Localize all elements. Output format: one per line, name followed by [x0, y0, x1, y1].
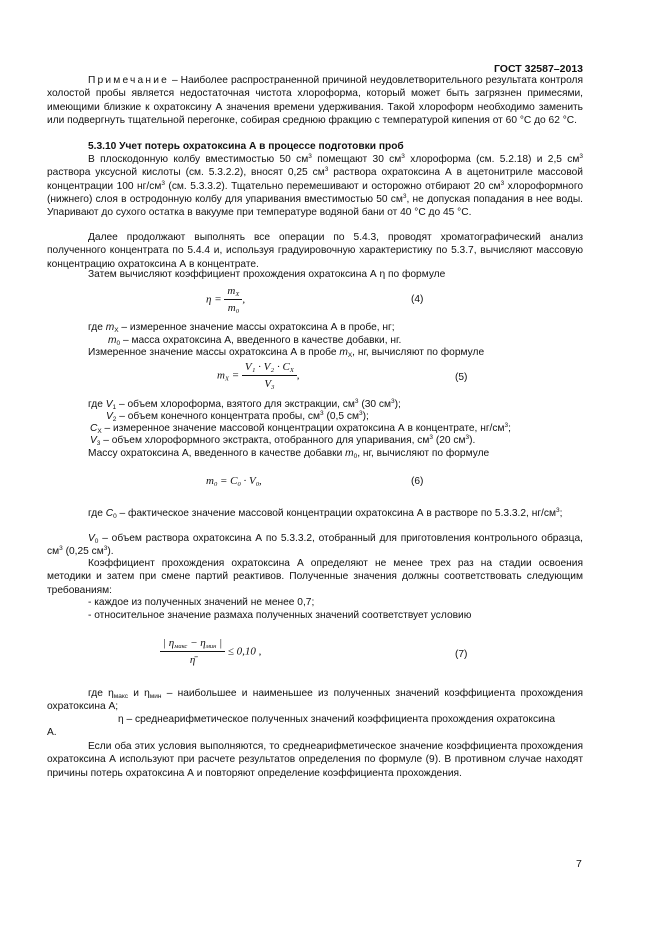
where-5-line-2: $V_2$ – объем конечного концентрата пробы, $см^3$ (0,5 $см^3$); — [106, 410, 369, 423]
page-number: 7 — [576, 858, 582, 870]
section-paragraph-3: Затем вычисляют коэффициент прохождения охратоксина А η по формуле — [88, 269, 446, 280]
formula-7: $\frac{| \eta_{макс} - \eta_{мин} |}{\etā}$ ≤ 0,10 , — [160, 636, 261, 668]
formula-6: $m_0 = C_0 \cdot V_0$, — [206, 475, 262, 488]
where-4-line-2: $m_0$ – масса охратоксина А, введенного в качестве добавки, нг. — [108, 335, 402, 347]
formula-4-number: (4) — [411, 294, 424, 305]
formula-5: $m_X$ = $\frac{V_1 \cdot V_2 \cdot C_X}{V_3}$ , — [217, 361, 300, 392]
where-7-line-3: А. — [47, 727, 57, 738]
section-title: 5.3.10 Учет потерь охратоксина А в процессе подготовки проб — [88, 141, 404, 152]
section-paragraph-1: В плоскодонную колбу вместимостью 50 $см^3$ помещают 30 $см^3$ хлороформа (см. 5.2.18) и 2,5 $см^3$ раствора уксусной кислоты (см. 5.3.2.2), вносят 0,25 $см^3$ раствора охратоксина А в ацетонитриле массовой концентрации 100 $нг/см^3$ (см. 5.3.3.2). Тщательно перемешивают и осторожно отбирают 20 $см^3$ хлороформного (нижнего) слоя в остродонную колбу для упаривания вместимостью 50 $см^3$, не допуская попадания в нее воды. Упаривают до сухого остатка в вакууме при температуре водяной бани от 40 °С до 45 °С. — [47, 153, 584, 218]
repeat-paragraph: Коэффициент прохождения охратоксина А определяют не менее трех раз на стадии освоения методики и затем при смене партий реактивов. Полученные значения должны соответствовать следующим требованиям: — [47, 558, 583, 596]
where-7-line-2: η – среднеарифметическое полученных значений коэффициента прохождения охратоксина — [118, 714, 556, 725]
where-6-line-2: $V_0$ – объем раствора охратоксина А по 5.3.3.2, отобранный для приготовления контрольного образца, $см^3$ (0,25 $см^3$). — [47, 533, 583, 558]
note-text: – Наиболее распространенной причиной неудовлетворительного результата контроля холостой пробы является недостаточная чистота хлороформа, который может быть загрязнен примесями, имеющими близкие к охратоксину А значения времени удерживания. Такой хлороформ необходимо заменить или подвергнуть тщательной перегонке, собирая среднюю фракцию с температурой кипения от 60 °С до 62 °С. — [47, 75, 583, 126]
requirement-1: - каждое из полученных значений не менее 0,7; — [88, 597, 315, 608]
formula-6-number: (6) — [411, 476, 424, 487]
where-5-line-3: $C_X$ – измеренное значение массовой концентрации охратоксина А в концентрате, $нг/см^3$; — [90, 422, 511, 435]
where-4-line-1: где $m_X$ – измеренное значение массы охратоксина А в пробе, нг; — [88, 322, 395, 334]
where-7-line-1: где $\eta_{макс}$ и $\eta_{мин}$ – наибольшее и наименьшее из полученных значений коэффициента прохождения охратоксина А; — [47, 688, 583, 713]
formula-5-number: (5) — [455, 372, 468, 383]
formula-4: η = $\frac{m_X}{m_0}$ , — [206, 285, 246, 316]
where-5-line-1: где $V_1$ – объем хлороформа, взятого для экстракции, $см^3$ (30 $см^3$); — [88, 398, 401, 411]
standard-header: ГОСТ 32587–2013 — [493, 63, 583, 75]
where-6-line-1: где $C_0$ – фактическое значение массовой концентрации охратоксина А в растворе по 5.3.3.2, $нг/см^3$; — [88, 507, 563, 520]
note-label: Примечание — [88, 75, 169, 86]
section-paragraph-2: Далее продолжают выполнять все операции по 5.4.3, проводят хроматографический анализ полученного концентрата по 5.4.4 и, используя градуировочную характеристику по 5.3.7, вычисляют массовую концентрацию охратоксина А в концентрате. — [47, 232, 583, 270]
note-paragraph — [47, 74, 583, 127]
where-5-line-5: Массу охратоксина А, введенного в качестве добавки $m_0$, нг, вычисляют по формуле — [88, 448, 490, 460]
where-5-line-4: $V_3$ – объем хлороформного экстракта, отобранного для упаривания, $см^3$ (20 $см^3$). — [90, 434, 476, 447]
final-paragraph: Если оба этих условия выполняются, то среднеарифметическое значение коэффициента прохождения охратоксина А используют при расчете результатов определения по формуле (9). В противном случае находят причины потерь охратоксина А и повторяют определение коэффициента прохождения. — [47, 741, 583, 779]
requirement-2: - относительное значение размаха полученных значений соответствует условию — [88, 610, 472, 621]
where-4-line-3: Измеренное значение массы охратоксина А в пробе $m_X$, нг, вычисляют по формуле — [88, 347, 485, 359]
formula-7-number: (7) — [455, 649, 468, 660]
